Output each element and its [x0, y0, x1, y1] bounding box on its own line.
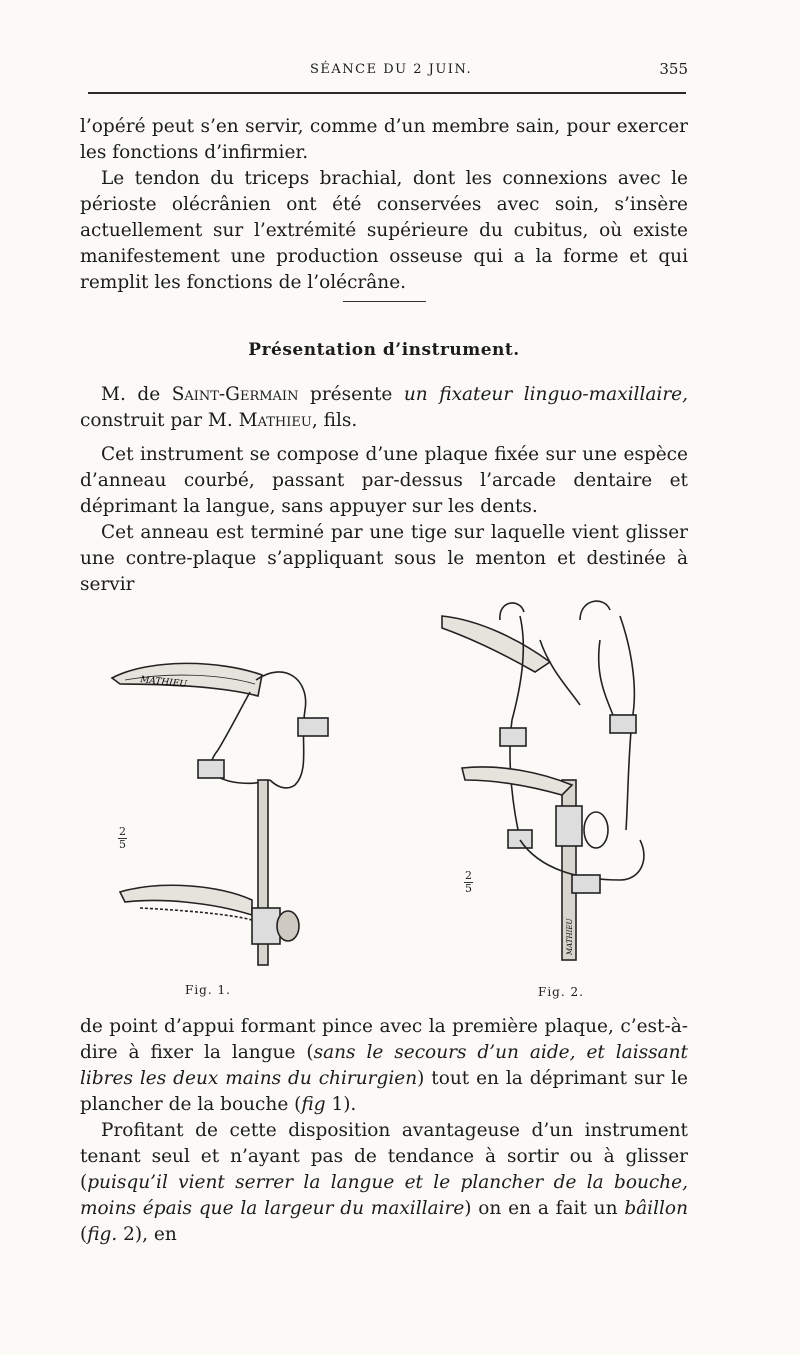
text-run: , fils. [311, 410, 358, 431]
instrument-name: un fixateur linguo-maxillaire, [403, 384, 688, 405]
figure-1-engraving: MATHIEU [139, 675, 188, 690]
maker-name: Mathieu [238, 410, 312, 431]
figure-1-drawing [112, 663, 328, 965]
paragraph-pince [80, 1014, 688, 1118]
text-run: présente [298, 384, 404, 405]
paragraph-2: Le tendon du triceps brachial, dont les connexions avec le périoste olécrânien ont été conservées avec soin, s’insère actuellement sur l’extrémité supérieure du cubitus, où existe manifestement une production osseuse qui a la forme et qui remplit les fonctions de l’olécrâne. [80, 168, 688, 293]
figure-1-scale [118, 826, 127, 851]
figures-illustration [80, 580, 700, 1010]
paragraph-presentation [80, 382, 688, 434]
text-run: de point d’appui formant pince avec la première plaque, c’est-à-dire à fixer la langue ( [80, 1016, 688, 1063]
text-run: construit par M. [80, 410, 239, 431]
scale-numerator: 2 [465, 869, 472, 882]
text-block-1 [80, 114, 688, 296]
italic-note: puisqu’il vient serrer la langue et le plancher de la bouche, moins épais que la largeur du maxillaire [80, 1172, 688, 1219]
italic-note: sans le secours d’un aide, et laissant libres les deux mains du chirurgien [80, 1042, 688, 1089]
paragraph-baillon [80, 1118, 688, 1248]
text-run: M. de [101, 384, 172, 405]
section-title: Présentation d’instrument. [248, 340, 520, 360]
figure-1-caption: Fig. 1. [185, 983, 231, 997]
figure-2-caption: Fig. 2. [538, 985, 584, 999]
figure-2-drawing [442, 601, 644, 960]
text-run: ) tout en la déprimant sur le plancher de la bouche ( [80, 1068, 689, 1115]
scale-denominator: 5 [465, 882, 472, 895]
text-block-2 [80, 382, 688, 598]
paragraph-description: Cet instrument se compose d’une plaque fixée sur une espèce d’anneau courbé, passant par-dessus l’arcade dentaire et déprimant la langue, sans appuyer sur les dents. [80, 444, 688, 517]
text-run: 1). [325, 1094, 357, 1115]
text-run: ) on en a fait un [464, 1198, 625, 1219]
running-title: SÉANCE DU 2 JUIN. [310, 62, 473, 77]
text-run: Profitant de cette disposition avantageuse d’un instrument tenant seul et n’ayant pas de tendance à sortir ou à glisser ( [80, 1120, 688, 1193]
paragraph-1: l’opéré peut s’en servir, comme d’un membre sain, pour exercer les fonctions d’infirmier. [80, 116, 688, 163]
scale-denominator: 5 [119, 838, 126, 851]
section-separator [343, 301, 426, 302]
author-name: Saint-Germain [171, 384, 299, 405]
fig-ref: fig. [87, 1224, 118, 1245]
text-run: 2), en [117, 1224, 177, 1245]
italic-term: bâillon [624, 1198, 688, 1219]
text-run: ( [80, 1224, 88, 1245]
header-rule [88, 92, 686, 94]
figures-area [80, 580, 700, 1010]
figure-2-scale [464, 870, 473, 895]
fig-ref: fig [301, 1094, 326, 1115]
running-head [80, 60, 688, 84]
figure-2-engraving: MATHIEU [566, 918, 574, 955]
text-block-3 [80, 1014, 688, 1248]
paragraph-ring: Cet anneau est terminé par une tige sur laquelle vient glisser une contre-plaque s’appliquant sous le menton et destinée à servir [80, 522, 688, 595]
page-number: 355 [659, 60, 688, 78]
scale-numerator: 2 [119, 825, 126, 838]
